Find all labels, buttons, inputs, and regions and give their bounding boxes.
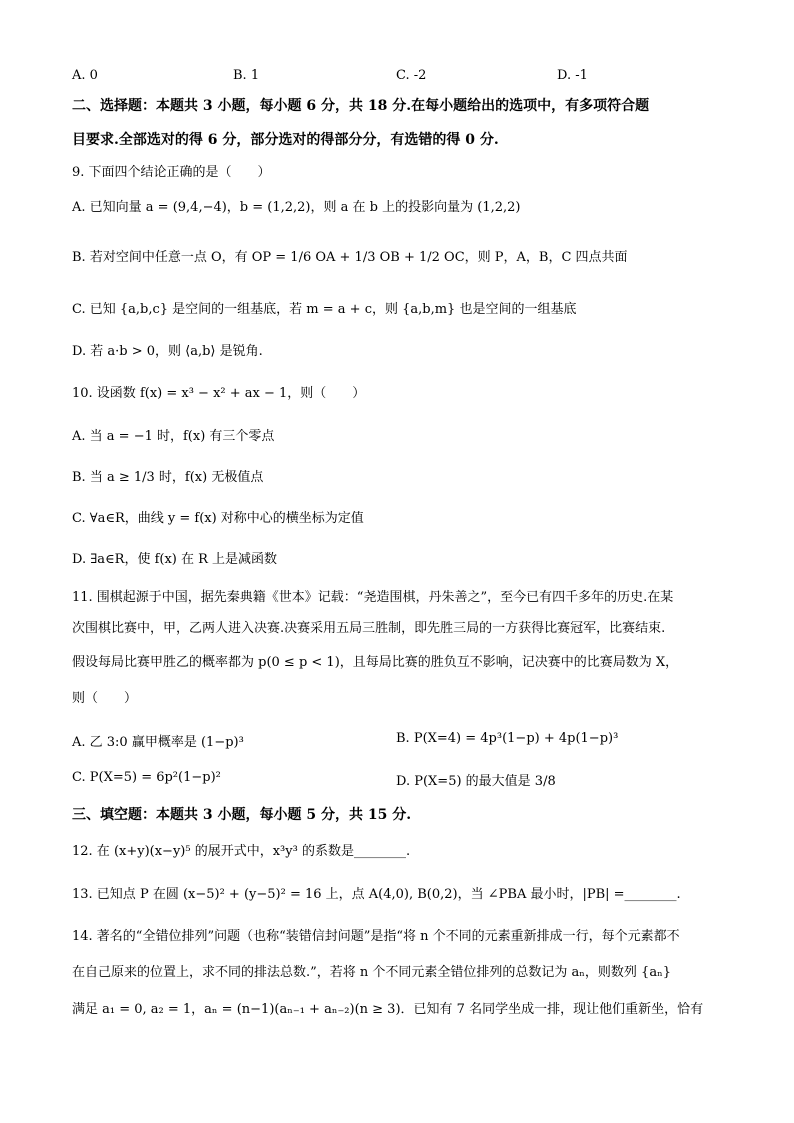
q14-line1: 14. 著名的“全错位排列”问题（也称“装错信封问题”是指“将 n 个不同的元素重新排成一行，每个元素都不 xyxy=(72,929,680,944)
q10-option-d: D. ∃a∈R，使 f(x) 在 R 上是减函数 xyxy=(72,552,278,567)
q14-line3: 满足 a₁ = 0, a₂ = 1，aₙ = (n−1)(aₙ₋₁ + aₙ₋₂)(n ≥ 3)．已知有 7 名同学坐成一排，现让他们重新坐，恰有 xyxy=(72,1002,704,1017)
q10-option-a: A. 当 a = −1 时，f(x) 有三个零点 xyxy=(72,429,275,444)
section2-heading-line2: 目要求.全部选对的得 6 分，部分选对的得部分分，有选错的得 0 分. xyxy=(72,132,499,148)
q9-option-a: A. 已知向量 a = (9,4,−4)，b = (1,2,2)，则 a 在 b 上的投影向量为 (1,2,2) xyxy=(72,200,521,215)
section3-heading: 三、填空题：本题共 3 小题，每小题 5 分，共 15 分. xyxy=(72,807,412,823)
q11-option-c: C. P(X=5) = 6p²(1−p)² xyxy=(72,770,221,785)
q10-option-b: B. 当 a ≥ 1/3 时，f(x) 无极值点 xyxy=(72,470,264,485)
q13-text: 13. 已知点 P 在圆 (x−5)² + (y−5)² = 16 上，点 A(4,0), B(0,2)，当 ∠PBA 最小时，|PB| =________. xyxy=(72,887,681,902)
q11-stem-line4: 则（ ） xyxy=(72,691,138,706)
section2-heading-line1: 二、选择题：本题共 3 小题，每小题 6 分，共 18 分.在每小题给出的选项中，有多项符合题 xyxy=(72,98,650,114)
q9-option-b: B. 若对空间中任意一点 O，有 OP = 1/6 OA + 1/3 OB + 1/2 OC，则 P，A，B，C 四点共面 xyxy=(72,250,628,265)
q9-option-d: D. 若 a·b > 0，则 ⟨a,b⟩ 是锐角. xyxy=(72,344,263,359)
q11-stem-line1: 11. 围棋起源于中国，据先秦典籍《世本》记载：“尧造围棋，丹朱善之”，至今已有四千多年的历史.在某 xyxy=(72,590,674,605)
q8-option-a: A. 0 xyxy=(72,68,98,83)
q9-stem: 9. 下面四个结论正确的是（ ） xyxy=(72,165,271,180)
q11-option-a: A. 乙 3:0 赢甲概率是 (1−p)³ xyxy=(72,735,244,750)
q8-option-b: B. 1 xyxy=(233,68,260,83)
q8-option-d: D. -1 xyxy=(557,68,588,83)
q8-option-c: C. -2 xyxy=(396,68,427,83)
q11-option-d: D. P(X=5) 的最大值是 3/8 xyxy=(396,774,556,789)
q14-line2: 在自己原来的位置上，求不同的排法总数.”，若将 n 个不同元素全错位排列的总数记为 aₙ，则数列 {aₙ} xyxy=(72,965,671,980)
q11-stem-line2: 次围棋比赛中，甲，乙两人进入决赛.决赛采用五局三胜制，即先胜三局的一方获得比赛冠军，比赛结束. xyxy=(72,621,666,636)
q11-option-b: B. P(X=4) = 4p³(1−p) + 4p(1−p)³ xyxy=(396,731,619,746)
q10-option-c: C. ∀a∈R，曲线 y = f(x) 对称中心的横坐标为定值 xyxy=(72,511,364,526)
q11-stem-line3: 假设每局比赛甲胜乙的概率都为 p(0 ≤ p < 1)，且每局比赛的胜负互不影响，记决赛中的比赛局数为 X， xyxy=(72,655,679,670)
q12-text: 12. 在 (x+y)(x−y)⁵ 的展开式中，x³y³ 的系数是________. xyxy=(72,844,411,859)
q10-stem: 10. 设函数 f(x) = x³ − x² + ax − 1，则（ ） xyxy=(72,386,366,401)
q9-option-c: C. 已知 {a,b,c} 是空间的一组基底，若 m = a + c，则 {a,b,m} 也是空间的一组基底 xyxy=(72,302,577,317)
